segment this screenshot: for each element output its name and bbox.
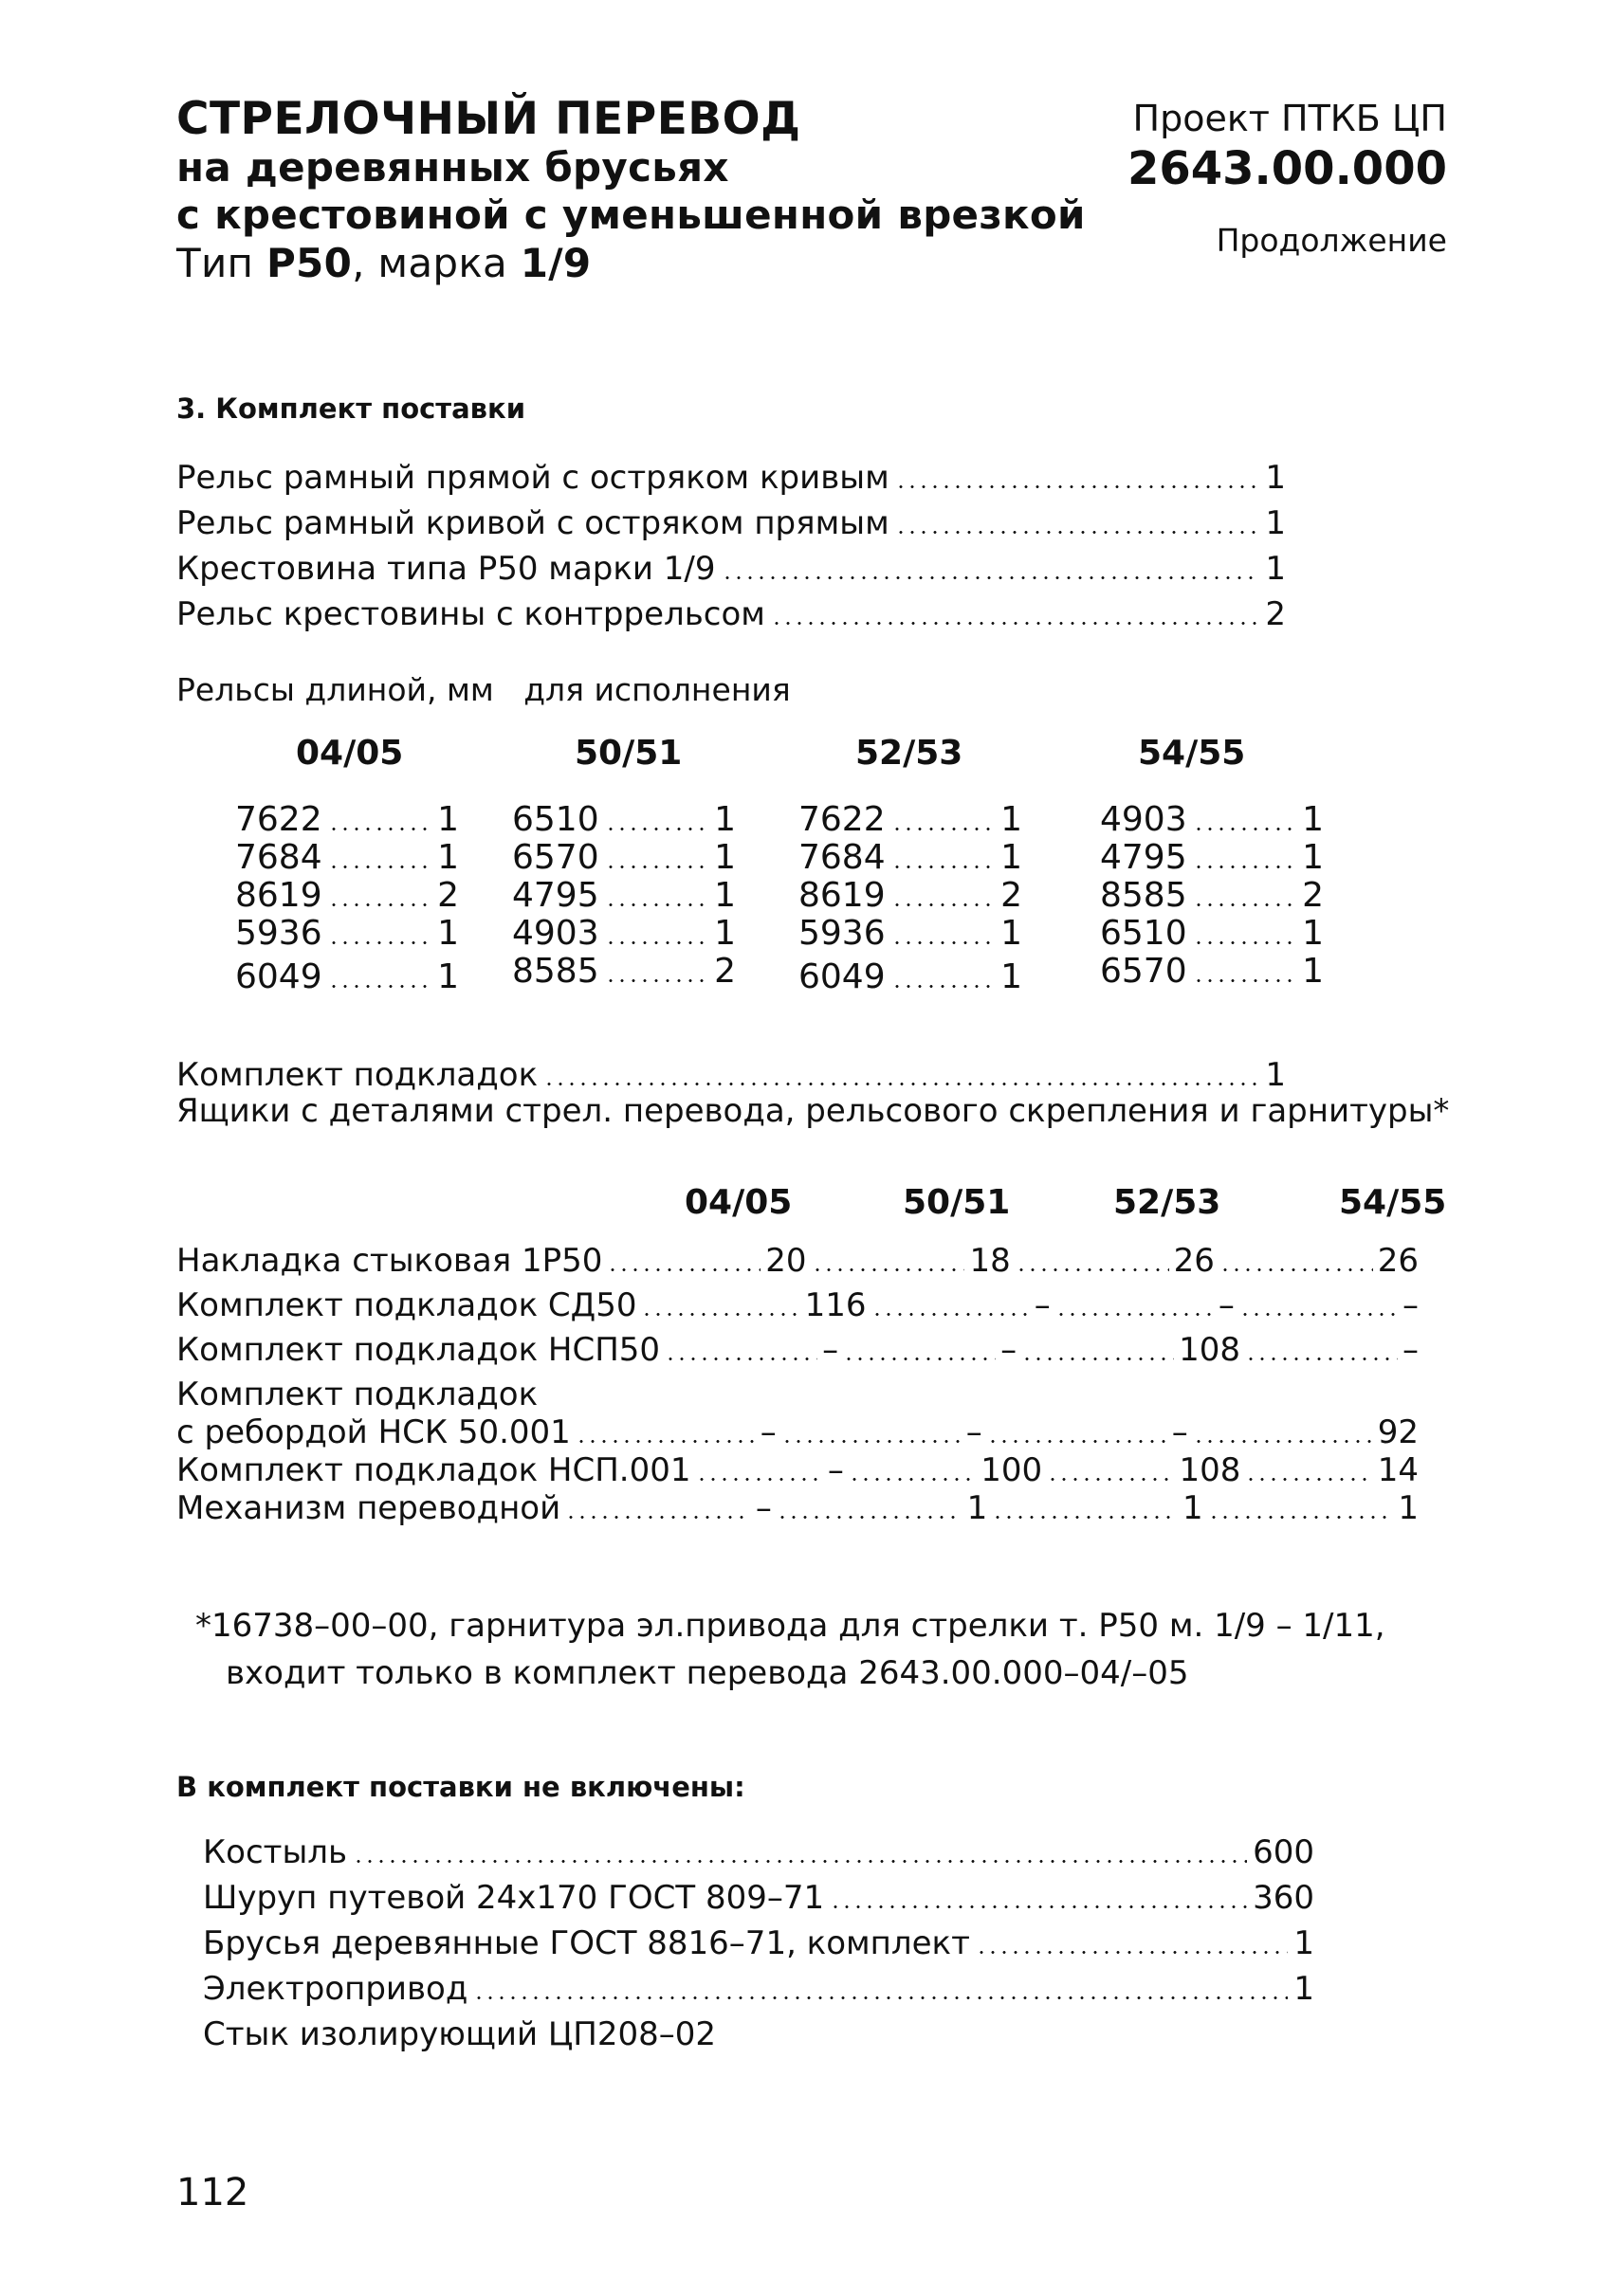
dot-leader: [849, 1478, 976, 1481]
cell-value: 1: [966, 1489, 988, 1527]
dot-leader: [1239, 1313, 1398, 1316]
cell-value: 18: [969, 1242, 1011, 1280]
dot-leader: [665, 1358, 817, 1360]
rails-column-header: 50/51: [575, 734, 683, 773]
rail-length: 7622: [235, 800, 322, 839]
cell-value: –: [760, 1413, 777, 1451]
rail-length: 6570: [512, 838, 599, 877]
dot-leader: [543, 1083, 1259, 1085]
rail-row: [798, 839, 1022, 877]
rail-row: [1100, 877, 1324, 915]
cell-value: –: [1171, 1413, 1188, 1451]
rail-length: 4903: [512, 914, 599, 953]
rail-row: [235, 915, 459, 953]
row-name: Комплект подкладок НСП.001: [176, 1451, 691, 1489]
dot-leader: [895, 531, 1260, 534]
cell-value: –: [755, 1489, 772, 1527]
excluded-items-list: [203, 1830, 1314, 2057]
cell-value: 14: [1377, 1451, 1420, 1489]
rail-qty: 2: [437, 876, 459, 915]
rails-caption: Рельсы длиной, мм для исполнения: [176, 671, 791, 708]
boxes-column-header: 52/53: [1113, 1183, 1221, 1222]
rail-row: [512, 953, 736, 991]
rail-length: 5936: [798, 914, 886, 953]
rail-row: [235, 877, 459, 915]
rail-qty: 1: [1302, 800, 1324, 839]
cell-value: 1: [1398, 1489, 1419, 1527]
dot-leader: [641, 1313, 799, 1316]
cell-value: 26: [1377, 1242, 1420, 1280]
cell-value: –: [1402, 1331, 1420, 1369]
table-row: [176, 1331, 1419, 1376]
table-row: [176, 1413, 1419, 1451]
boxes-column-header: 54/55: [1339, 1183, 1447, 1222]
dot-leader: [891, 903, 995, 906]
item-name: Рельс рамный прямой с остряком кривым: [176, 459, 889, 497]
list-item: [203, 1830, 1314, 1875]
table-row: [176, 1489, 1419, 1527]
pads-kit-list: [176, 1052, 1286, 1098]
rail-qty: 1: [714, 800, 736, 839]
dot-leader: [1219, 1268, 1373, 1271]
item-qty: 2: [1265, 595, 1286, 633]
rail-qty: 2: [1302, 876, 1324, 915]
cell-value: 26: [1173, 1242, 1215, 1280]
row-name: Комплект подкладок СД50: [176, 1286, 637, 1324]
title-line-3: с крестовиной с уменьшенной врезкой: [176, 191, 1086, 238]
rail-length: 8585: [1100, 876, 1187, 915]
page-number: 112: [176, 2171, 249, 2214]
item-name: Костыль: [203, 1833, 348, 1871]
rails-column-header: 04/05: [296, 734, 404, 773]
dot-leader: [607, 1268, 761, 1271]
item-qty: 1: [1293, 1924, 1314, 1962]
dot-leader: [1193, 866, 1296, 868]
dot-leader: [328, 866, 431, 868]
rails-column: [512, 801, 736, 991]
rail-qty: 1: [1302, 914, 1324, 953]
dot-leader: [895, 485, 1260, 488]
section-heading-excluded: В комплект поставки не включены:: [176, 1771, 745, 1803]
rail-length: 7684: [798, 838, 886, 877]
section-heading-delivery: 3. Комплект поставки: [176, 392, 526, 425]
dot-leader: [605, 979, 708, 982]
list-item: [176, 592, 1286, 637]
boxes-column-header: 04/05: [685, 1183, 793, 1222]
cell-value: 116: [804, 1286, 867, 1324]
rail-qty: 1: [714, 876, 736, 915]
rail-qty: 1: [437, 914, 459, 953]
dot-leader: [696, 1478, 823, 1481]
cell-value: –: [1034, 1286, 1051, 1324]
cell-value: –: [1000, 1331, 1017, 1369]
dot-leader: [473, 1996, 1288, 1999]
rail-length: 8619: [798, 876, 886, 915]
rail-qty: 1: [437, 957, 459, 996]
item-name: Рельс крестовины с контррельсом: [176, 595, 765, 633]
rail-row: [1100, 953, 1324, 991]
dot-leader: [1055, 1313, 1214, 1316]
mark-prefix: , марка: [352, 240, 508, 286]
rail-qty: 1: [437, 838, 459, 877]
rail-qty: 1: [1302, 838, 1324, 877]
dot-leader: [992, 1516, 1178, 1519]
list-item: [176, 455, 1286, 501]
dot-leader: [976, 1951, 1288, 1954]
list-item: [176, 1052, 1286, 1098]
dot-leader: [328, 828, 431, 830]
project-block: [1062, 95, 1447, 262]
item-name: Брусья деревянные ГОСТ 8816–71, комплект: [203, 1924, 970, 1962]
rail-qty: 1: [714, 838, 736, 877]
dot-leader: [1193, 1440, 1373, 1443]
footnote: [195, 1602, 1385, 1697]
dot-leader: [1047, 1478, 1174, 1481]
dot-leader: [891, 941, 995, 944]
list-item: [203, 1875, 1314, 1921]
rail-row: [235, 801, 459, 839]
item-qty: 1: [1265, 1056, 1286, 1094]
list-item: [203, 2012, 1314, 2057]
dot-leader: [987, 1440, 1167, 1443]
item-qty: 1: [1293, 1970, 1314, 2008]
dot-leader: [1021, 1358, 1174, 1360]
row-name: Накладка стыковая 1Р50: [176, 1242, 603, 1280]
rail-row: [512, 801, 736, 839]
cell-value: –: [827, 1451, 844, 1489]
dot-leader: [871, 1313, 1030, 1316]
dot-leader: [353, 1860, 1247, 1863]
dot-leader: [1245, 1478, 1372, 1481]
rail-qty: 1: [1000, 800, 1022, 839]
rail-length: 6049: [798, 957, 886, 996]
rail-qty: 2: [1000, 876, 1022, 915]
dot-leader: [328, 941, 431, 944]
project-number: 2643.00.000: [1127, 142, 1447, 195]
dot-leader: [605, 941, 708, 944]
list-item: [176, 546, 1286, 592]
cell-value: 100: [981, 1451, 1043, 1489]
rail-length: 6570: [1100, 952, 1187, 991]
rails-column: [1100, 801, 1324, 991]
project-label: Проект ПТКБ ЦП: [1132, 98, 1447, 139]
row-name: с ребордой НСК 50.001: [176, 1413, 571, 1451]
title-line-4: [176, 239, 1106, 288]
dot-leader: [565, 1516, 751, 1519]
rail-row: [798, 915, 1022, 953]
rails-column: [798, 801, 1022, 996]
dot-leader: [1193, 941, 1296, 944]
rail-row: [512, 877, 736, 915]
cell-value: 108: [1179, 1451, 1241, 1489]
rail-row: [512, 915, 736, 953]
title-line-2: на деревянных брусьях: [176, 144, 729, 191]
cell-value: –: [822, 1331, 839, 1369]
rail-row: [512, 839, 736, 877]
rail-row: [1100, 839, 1324, 877]
cell-value: 92: [1377, 1413, 1419, 1451]
rail-qty: 1: [1000, 914, 1022, 953]
row-name: Комплект подкладок НСП50: [176, 1331, 661, 1369]
footnote-line-2: входит только в комплект перевода 2643.00.000–04/–05: [226, 1654, 1189, 1692]
item-name: Шуруп путевой 24x170 ГОСТ 809–71: [203, 1879, 825, 1917]
list-item: [203, 1966, 1314, 2012]
row-name: Комплект подкладок: [176, 1376, 539, 1413]
rail-qty: 1: [1000, 838, 1022, 877]
dot-leader: [1193, 828, 1296, 830]
dot-leader: [830, 1905, 1247, 1908]
item-name: Крестовина типа Р50 марки 1/9: [176, 550, 716, 588]
item-name: Электропривод: [203, 1970, 468, 2008]
cell-value: –: [1402, 1286, 1420, 1324]
dot-leader: [1193, 979, 1296, 982]
item-name: Стык изолирующий ЦП208–02: [203, 2015, 717, 2053]
item-qty: 1: [1265, 459, 1286, 497]
dot-leader: [843, 1358, 996, 1360]
rails-column-header: 54/55: [1138, 734, 1246, 773]
rail-length: 7684: [235, 838, 322, 877]
item-qty: 1: [1265, 550, 1286, 588]
rail-length: 6510: [512, 800, 599, 839]
cell-value: 1: [1182, 1489, 1203, 1527]
rail-qty: 2: [714, 952, 736, 991]
item-name: Комплект подкладок: [176, 1056, 539, 1094]
table-row: [176, 1242, 1419, 1286]
rail-row: [235, 839, 459, 877]
rail-row: [798, 958, 1022, 996]
boxes-column-header: 50/51: [903, 1183, 1011, 1222]
rail-row: [235, 958, 459, 996]
rail-length: 4795: [1100, 838, 1187, 877]
rail-qty: 1: [1302, 952, 1324, 991]
mark-value: 1/9: [520, 240, 592, 286]
rail-row: [798, 877, 1022, 915]
rail-length: 8585: [512, 952, 599, 991]
rail-length: 6510: [1100, 914, 1187, 953]
item-qty: 360: [1253, 1879, 1314, 1917]
cell-value: 108: [1179, 1331, 1241, 1369]
dot-leader: [328, 903, 431, 906]
continuation-label: Продолжение: [1216, 222, 1447, 259]
cell-value: 20: [765, 1242, 807, 1280]
row-name: Механизм переводной: [176, 1489, 561, 1527]
delivery-items-list: [176, 455, 1286, 637]
dot-leader: [1193, 903, 1296, 906]
dot-leader: [1245, 1358, 1398, 1360]
dot-leader: [576, 1440, 756, 1443]
list-item: [203, 1921, 1314, 1966]
table-row: [176, 1286, 1419, 1331]
rails-column-header: 52/53: [855, 734, 963, 773]
cell-value: –: [965, 1413, 982, 1451]
rail-length: 6049: [235, 957, 322, 996]
rail-length: 7622: [798, 800, 886, 839]
item-name: Рельс рамный кривой с остряком прямым: [176, 504, 889, 542]
dot-leader: [777, 1516, 962, 1519]
document-title: [176, 95, 1106, 288]
dot-leader: [891, 866, 995, 868]
dot-leader: [812, 1268, 965, 1271]
cell-value: –: [1218, 1286, 1235, 1324]
item-qty: 600: [1253, 1833, 1314, 1871]
table-row: [176, 1376, 1419, 1413]
rail-qty: 1: [1000, 957, 1022, 996]
list-item: [176, 501, 1286, 546]
dot-leader: [1208, 1516, 1394, 1519]
title-line-1: СТРЕЛОЧНЫЙ ПЕРЕВОД: [176, 93, 801, 145]
rail-length: 4903: [1100, 800, 1187, 839]
rails-column: [235, 801, 459, 996]
rail-length: 5936: [235, 914, 322, 953]
rail-row: [798, 801, 1022, 839]
table-row: [176, 1451, 1419, 1489]
rail-row: [1100, 915, 1324, 953]
rail-qty: 1: [437, 800, 459, 839]
dot-leader: [605, 903, 708, 906]
boxes-line: Ящики с деталями стрел. перевода, рельсового скрепления и гарнитуры*: [176, 1092, 1450, 1130]
dot-leader: [891, 828, 995, 830]
dot-leader: [771, 622, 1259, 625]
dot-leader: [1016, 1268, 1169, 1271]
type-value: Р50: [266, 240, 353, 286]
rail-length: 8619: [235, 876, 322, 915]
item-qty: 1: [1265, 504, 1286, 542]
rail-row: [1100, 801, 1324, 839]
rail-qty: 1: [714, 914, 736, 953]
dot-leader: [891, 985, 995, 988]
type-prefix: Тип: [176, 240, 254, 286]
dot-leader: [781, 1440, 962, 1443]
dot-leader: [328, 985, 431, 988]
dot-leader: [722, 576, 1260, 579]
dot-leader: [605, 866, 708, 868]
boxes-table: [176, 1242, 1419, 1527]
rail-length: 4795: [512, 876, 599, 915]
dot-leader: [605, 828, 708, 830]
footnote-line-1: *16738–00–00, гарнитура эл.привода для стрелки т. Р50 м. 1/9 – 1/11,: [195, 1607, 1385, 1645]
